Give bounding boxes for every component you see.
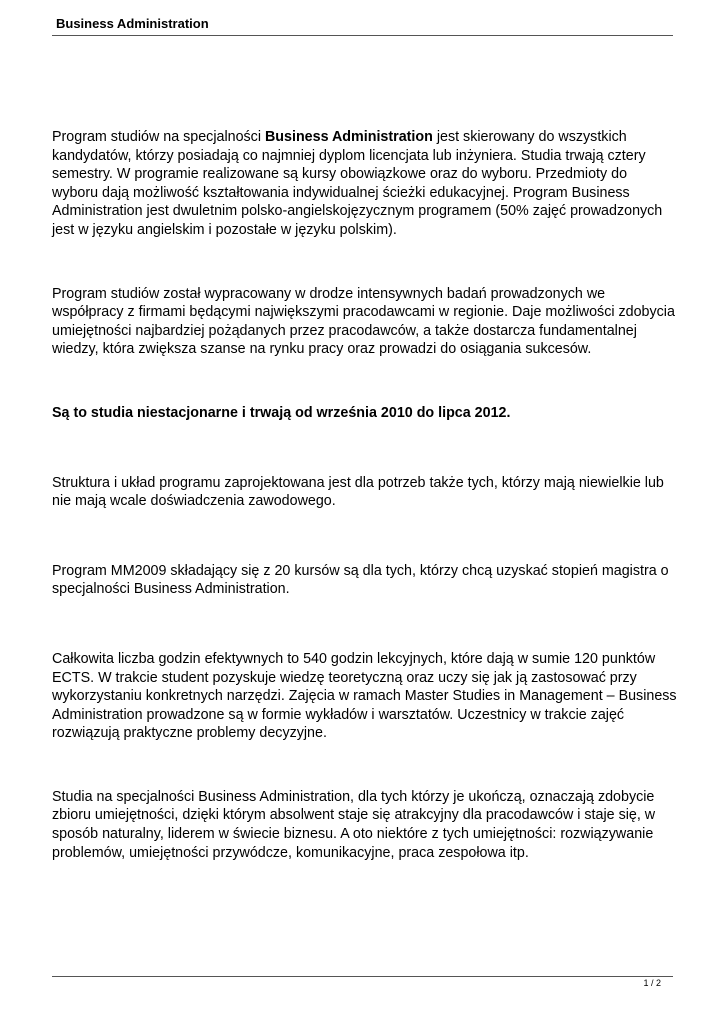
paragraph-program-intro: [52, 128, 677, 240]
page-number: 1 / 2: [643, 978, 661, 988]
paragraph-mm2009: Program MM2009 składający się z 20 kursów są dla tych, którzy chcą uzyskać stopień magistra o specjalności Business Administration.: [52, 562, 669, 598]
paragraph-study-dates: Są to studia niestacjonarne i trwają od września 2010 do lipca 2012.: [52, 404, 511, 421]
page-header-title: Business Administration: [56, 16, 209, 31]
paragraph-hours-ects: Całkowita liczba godzin efektywnych to 540 godzin lekcyjnych, które dają w sumie 120 punktów ECTS. W trakcie student pozyskuje wiedzę teoretyczną oraz uczy się jak ją zastosować przy wykorzystaniu konkretnych narzędzi. Zajęcia w ramach Master Studies in Management – Business Administration prowadzone są w formie wykładów i warsztatów. Uczestnicy w trakcie zajęć rozwiązują praktyczne problemy decyzyjne.: [52, 650, 677, 742]
document-body: [52, 128, 677, 862]
bold-program-name: Business Administration: [264, 129, 433, 145]
paragraph-program-development: Program studiów został wypracowany w drodze intensywnych badań prowadzonych we współpracy z firmami będącymi największymi pracodawcami w regionie. Daje możliwości zdobycia umiejętności najbardziej pożądanych przez pracodawców, a także dostarcza fundamentalnej wiedzy, która zwiększa szanse na rynku pracy oraz prowadzi do osiągania sukcesów.: [52, 285, 675, 358]
paragraph-text: jest skierowany do wszystkich kandydatów, którzy posiadają co najmniej dyplom licencjata lub inżyniera. Studia trwają cztery semestry. W programie realizowane są kursy obowiązkowe oraz do wyboru. Przedmioty do wyboru dają możliwość kształtowania indywidualnej ścieżki edukacyjnej. Program Business Administration jest dwuletnim polsko-angielskojęzycznym programem (50% zajęć prowadzonych jest w języku angielskim i pozostałe w języku polskim).: [52, 129, 663, 238]
header-divider: [52, 35, 673, 36]
paragraph-skills: Studia na specjalności Business Administration, dla tych którzy je ukończą, oznaczają zdobycie zbioru umiejętności, dzięki którym absolwent staje się atrakcyjny dla pracodawców i staje się, w sposób naturalny, liderem w świecie biznesu. A oto niektóre z tych umiejętności: rozwiązywanie problemów, umiejętności przywódcze, komunikacyjne, praca zespołowa itp.: [52, 788, 656, 861]
paragraph-text: Program studiów na specjalności: [52, 129, 265, 145]
paragraph-program-structure: Struktura i układ programu zaprojektowana jest dla potrzeb także tych, którzy mają niewielkie lub nie mają wcale doświadczenia zawodowego.: [52, 474, 664, 510]
footer-divider: [52, 976, 673, 977]
